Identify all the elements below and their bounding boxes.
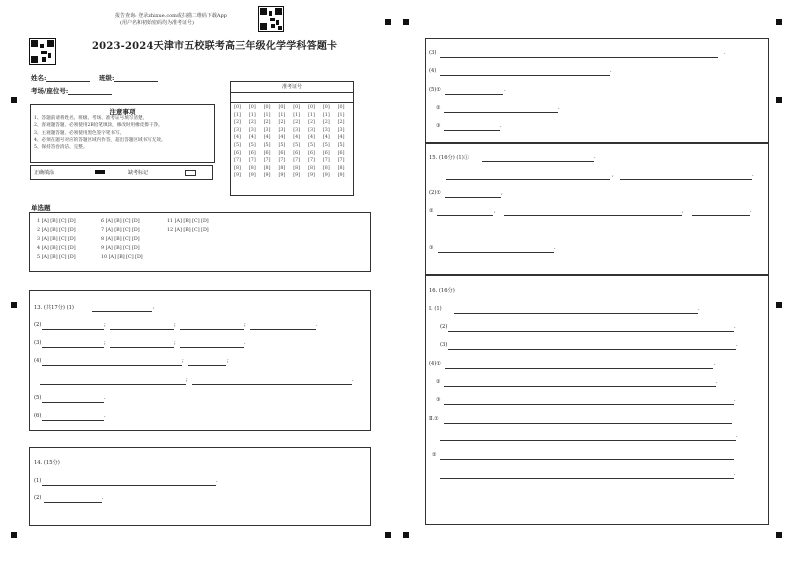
mcq-item[interactable]: 2 [A] [B] [C] [D] <box>37 228 76 233</box>
exam-id-digit-bubble[interactable]: [8] <box>278 165 286 171</box>
q13-part: (3) <box>34 340 42 346</box>
exam-id-column <box>292 104 301 180</box>
answer-line[interactable] <box>42 402 104 403</box>
answer-line[interactable] <box>180 347 244 348</box>
timing-mark <box>385 532 391 538</box>
exam-id-digit-bubble[interactable]: [5] <box>278 142 286 148</box>
timing-mark <box>776 532 782 538</box>
mcq-item[interactable]: 5 [A] [B] [C] [D] <box>37 255 76 260</box>
exam-id-digit-bubble[interactable]: [2] <box>308 120 315 126</box>
mcq-item[interactable]: 1 [A] [B] [C] [D] <box>37 219 76 224</box>
answer-line[interactable] <box>42 329 104 330</box>
punct: ; <box>104 322 106 328</box>
answer-line[interactable] <box>437 215 493 216</box>
exam-id-column <box>277 104 286 180</box>
answer-line[interactable] <box>42 347 104 348</box>
punct: . <box>750 208 752 214</box>
answer-line[interactable] <box>448 331 734 332</box>
timing-mark <box>403 19 409 25</box>
punct: , <box>494 208 496 214</box>
exam-id-digit-bubble[interactable]: [4] <box>308 135 315 141</box>
exam-id-digit-bubble[interactable]: [3] <box>293 127 301 133</box>
answer-line[interactable] <box>44 502 102 503</box>
punct: . <box>736 433 738 439</box>
punct: . <box>500 123 502 129</box>
exam-id-digit-bubble[interactable]: [5] <box>293 142 301 148</box>
exam-id-digit-bubble[interactable]: [7] <box>322 158 330 164</box>
notice-item: 3、主观题答题，必须使用黑色签字笔书写。 <box>34 130 125 136</box>
answer-line[interactable] <box>448 349 736 350</box>
answer-line[interactable] <box>42 420 104 421</box>
q13-head: 13. (共17分) (1) <box>34 305 74 311</box>
exam-id-digit-bubble[interactable]: [0] <box>322 105 330 110</box>
notice-title: 注意事项 <box>109 108 136 116</box>
exam-id-digit-bubble[interactable]: [1] <box>248 112 256 118</box>
punct: . <box>736 342 738 348</box>
punct: ; <box>174 340 176 346</box>
punct: . <box>316 322 318 328</box>
exam-id-column <box>322 104 331 180</box>
mcq-item[interactable]: 3 [A] [B] [C] [D] <box>37 237 76 242</box>
exam-id-digit-bubble[interactable]: [4] <box>263 135 271 141</box>
exam-id-digit-bubble[interactable]: [6] <box>263 150 271 156</box>
answer-line[interactable] <box>446 179 610 180</box>
exam-id-digit-bubble[interactable]: [7] <box>308 158 315 164</box>
exam-id-digit-bubble[interactable]: [8] <box>337 165 345 171</box>
exam-id-digit-bubble[interactable]: [9] <box>337 173 345 179</box>
timing-mark <box>385 19 391 25</box>
mcq-item[interactable]: 9 [A] [B] [C] [D] <box>101 246 140 251</box>
exam-id-title: 准考证号 <box>231 82 353 93</box>
answer-line[interactable] <box>192 384 352 385</box>
username-note: (用户名和初始密码均为准考证号) <box>120 20 194 26</box>
exam-id-digit-bubble[interactable]: [2] <box>293 120 301 126</box>
answer-line[interactable] <box>445 368 713 369</box>
notice-item: 1、答题前请将姓名、班级、考场、准考证号填写清楚。 <box>34 116 148 121</box>
exam-id-digit-bubble[interactable]: [7] <box>278 158 286 164</box>
answer-line[interactable] <box>444 130 500 131</box>
q15-box <box>425 142 769 276</box>
answer-line[interactable] <box>444 112 558 113</box>
timing-mark <box>11 302 17 308</box>
punct: . <box>724 50 726 56</box>
exam-id-digit-bubble[interactable]: [2] <box>248 120 256 126</box>
punct: , <box>682 208 684 214</box>
q15-part: ③ <box>429 245 434 251</box>
answer-line[interactable] <box>444 423 732 424</box>
answer-line[interactable] <box>110 347 174 348</box>
exam-id-digit-bubble[interactable]: [8] <box>248 165 256 171</box>
answer-line[interactable] <box>444 386 716 387</box>
mcq-item[interactable]: 10 [A] [B] [C] [D] <box>101 255 143 260</box>
q16-part: ② <box>432 452 437 458</box>
q14-part: (4) <box>429 68 437 74</box>
punct: . <box>216 478 218 484</box>
exam-id-digit-bubble[interactable]: [9] <box>308 173 315 179</box>
answer-line[interactable] <box>92 311 152 312</box>
punct: . <box>504 87 506 93</box>
mcq-item[interactable]: 11 [A] [B] [C] [D] <box>167 219 209 224</box>
punct: . <box>734 471 736 477</box>
q16-part: ② <box>436 379 441 385</box>
punct: , <box>153 304 155 310</box>
answer-line[interactable] <box>504 215 682 216</box>
exam-id-digit-bubble[interactable]: [7] <box>234 158 241 164</box>
answer-line[interactable] <box>440 75 610 76</box>
answer-line[interactable] <box>445 197 501 198</box>
punct: . <box>352 377 354 383</box>
answer-line[interactable] <box>180 329 244 330</box>
punct: . <box>698 306 700 312</box>
exam-id-digit-bubble[interactable]: [0] <box>293 105 301 110</box>
answer-line[interactable] <box>40 384 186 385</box>
exam-id-box <box>230 81 354 196</box>
punct: ; <box>186 377 188 383</box>
punct: . <box>554 245 556 251</box>
punct: . <box>104 395 106 401</box>
q13-part: (5) <box>34 395 42 401</box>
punct: . <box>558 105 560 111</box>
name-label: 姓名: <box>31 74 47 82</box>
exam-id-digit-bubble[interactable]: [8] <box>263 165 271 171</box>
exam-id-digit-bubble[interactable]: [4] <box>248 135 256 141</box>
punct: . <box>752 172 754 178</box>
timing-mark <box>11 532 17 538</box>
answer-line[interactable] <box>250 329 316 330</box>
answer-line[interactable] <box>620 179 752 180</box>
name-field[interactable] <box>31 73 90 82</box>
q13-part: (4) <box>34 358 42 364</box>
exam-id-digit-bubble[interactable]: [8] <box>293 165 301 171</box>
punct: . <box>734 397 736 403</box>
exam-id-digit-bubble[interactable]: [0] <box>337 105 345 110</box>
q15-part: (2)① <box>429 190 441 196</box>
answer-line[interactable] <box>440 478 734 479</box>
exam-id-digit-bubble[interactable]: [3] <box>308 127 315 133</box>
exam-id-digit-bubble[interactable]: [0] <box>278 105 286 110</box>
exam-id-digit-bubble[interactable]: [0] <box>248 105 256 110</box>
exam-id-digit-bubble[interactable]: [3] <box>278 127 286 133</box>
q16-part: (2) <box>440 324 448 330</box>
notice-item: 4、必须在题号对应的答题区域内作答，超出答题区域书写无效。 <box>34 137 166 143</box>
seat-field[interactable] <box>31 86 112 95</box>
exam-id-digit-bubble[interactable]: [6] <box>308 150 315 156</box>
q14-part: (2) <box>34 495 42 501</box>
notice-item: 5、保持答卷清洁、完整。 <box>34 145 88 151</box>
q14-part: (5)① <box>429 87 441 93</box>
qr-code-icon <box>258 6 284 32</box>
punct: ; <box>182 358 184 364</box>
q14-part: ② <box>436 105 441 111</box>
class-field[interactable] <box>99 73 158 82</box>
answer-line[interactable] <box>42 365 182 366</box>
answer-line[interactable] <box>440 57 718 58</box>
exam-id-digit-bubble[interactable]: [9] <box>263 173 271 179</box>
exam-id-digit-bubble[interactable]: [5] <box>263 142 271 148</box>
punct: . <box>610 68 612 74</box>
q14-continued-box <box>425 38 769 144</box>
exam-id-digit-bubble[interactable]: [2] <box>234 120 241 126</box>
exam-id-digit-bubble[interactable]: [1] <box>322 112 330 118</box>
exam-id-digit-bubble[interactable]: [5] <box>337 142 345 148</box>
mcq-item[interactable]: 8 [A] [B] [C] [D] <box>101 237 140 242</box>
punct: . <box>104 413 106 419</box>
exam-id-digit-bubble[interactable]: [1] <box>293 112 301 118</box>
answer-line[interactable] <box>454 313 698 314</box>
exam-id-digit-bubble[interactable]: [2] <box>278 120 286 126</box>
exam-id-digit-bubble[interactable]: [5] <box>234 142 241 148</box>
exam-id-digit-bubble[interactable]: [8] <box>234 165 241 171</box>
exam-id-digit-bubble[interactable]: [7] <box>263 158 271 164</box>
exam-id-column <box>263 104 272 180</box>
exam-id-digit-bubble[interactable]: [9] <box>278 173 286 179</box>
exam-id-digit-bubble[interactable]: [5] <box>308 142 315 148</box>
q16-head: 16. (16分) <box>429 288 455 294</box>
exam-id-digit-bubble[interactable]: [5] <box>322 142 330 148</box>
q16-part: ③ <box>436 397 441 403</box>
absent-label: 缺考标记 <box>128 170 149 176</box>
class-label: 班级: <box>99 74 115 82</box>
q16-part: Ⅰ. (1) <box>429 306 442 312</box>
mcq-item[interactable]: 7 [A] [B] [C] [D] <box>101 228 140 233</box>
exam-id-digit-bubble[interactable]: [6] <box>322 150 330 156</box>
exam-id-column <box>233 104 242 180</box>
mcq-title: 单选题 <box>31 204 51 212</box>
exam-id-digit-bubble[interactable]: [9] <box>248 173 256 179</box>
answer-line[interactable] <box>188 365 226 366</box>
q14-box <box>29 447 371 526</box>
exam-id-digit-bubble[interactable]: [6] <box>337 150 345 156</box>
correct-fill-label: 正确填涂 <box>34 170 55 176</box>
exam-id-digit-bubble[interactable]: [3] <box>337 127 345 133</box>
answer-line[interactable] <box>445 94 503 95</box>
exam-id-digit-bubble[interactable]: [0] <box>308 105 315 110</box>
answer-line[interactable] <box>438 252 554 253</box>
exam-id-digit-bubble[interactable]: [0] <box>263 105 271 110</box>
punct: . <box>734 324 736 330</box>
notice-box <box>30 104 215 163</box>
exam-id-digit-bubble[interactable]: [3] <box>263 127 271 133</box>
timing-mark <box>776 19 782 25</box>
qr-code-icon <box>29 38 56 65</box>
answer-line[interactable] <box>42 485 216 486</box>
fill-legend-box <box>30 165 213 180</box>
exam-id-digit-bubble[interactable]: [8] <box>322 165 330 171</box>
q14-part: (3) <box>429 50 437 56</box>
exam-id-digit-bubble[interactable]: [6] <box>234 150 241 156</box>
punct: , <box>501 190 503 196</box>
answer-line[interactable] <box>440 459 734 460</box>
exam-id-digit-bubble[interactable]: [7] <box>248 158 256 164</box>
exam-id-digit-bubble[interactable]: [5] <box>248 142 256 148</box>
punct: . <box>594 154 596 160</box>
exam-id-digit-bubble[interactable]: [4] <box>278 135 286 141</box>
correct-fill-sample <box>95 170 105 174</box>
q14-part: ③ <box>436 123 441 129</box>
absent-checkbox[interactable] <box>185 170 196 176</box>
mcq-box <box>29 212 371 272</box>
answer-line[interactable] <box>440 440 736 441</box>
exam-id-digit-bubble[interactable]: [3] <box>234 127 241 133</box>
exam-id-column <box>307 104 316 180</box>
answer-line[interactable] <box>444 404 734 405</box>
exam-id-digit-bubble[interactable]: [1] <box>263 112 271 118</box>
q13-box <box>29 290 371 431</box>
exam-id-digit-bubble[interactable]: [9] <box>293 173 301 179</box>
q14-part: (1) <box>34 478 42 484</box>
punct: ; <box>104 340 106 346</box>
mcq-item[interactable]: 12 [A] [B] [C] [D] <box>167 228 209 233</box>
q15-head: 15. (16分) (1)① <box>429 155 469 161</box>
notice-item: 2、客观题答题，必须使用2B铅笔填涂，修改时用橡皮擦干净。 <box>34 123 163 129</box>
timing-mark <box>776 97 782 103</box>
punct: . <box>716 379 718 385</box>
exam-id-digit-bubble[interactable]: [0] <box>234 105 241 110</box>
seat-label: 考场/座位号: <box>31 87 69 95</box>
timing-mark <box>776 302 782 308</box>
exam-id-digit-bubble[interactable]: [3] <box>322 127 330 133</box>
exam-id-digit-bubble[interactable]: [1] <box>308 112 315 118</box>
exam-id-digit-bubble[interactable]: [4] <box>322 135 330 141</box>
exam-id-digit-bubble[interactable]: [7] <box>337 158 345 164</box>
q16-part: Ⅱ.① <box>429 416 439 422</box>
q15-part: ② <box>429 208 434 214</box>
timing-mark <box>11 97 17 103</box>
exam-id-digit-bubble[interactable]: [6] <box>248 150 256 156</box>
page-title: 2023-2024天津市五校联考高三年级化学学科答题卡 <box>92 41 338 52</box>
exam-id-digit-bubble[interactable]: [2] <box>322 120 330 126</box>
q13-part: (2) <box>34 322 42 328</box>
answer-line[interactable] <box>482 161 594 162</box>
exam-id-digit-bubble[interactable]: [2] <box>337 120 345 126</box>
q13-part: (6) <box>34 413 42 419</box>
punct: . <box>102 495 104 501</box>
punct: ; <box>227 358 229 364</box>
exam-id-digit-bubble[interactable]: [1] <box>234 112 241 118</box>
report-query-note: 报告查询: 登录zhixue.com或扫描二维码下载App <box>115 13 227 19</box>
exam-id-digit-bubble[interactable]: [2] <box>263 120 271 126</box>
exam-id-digit-bubble[interactable]: [4] <box>234 135 241 141</box>
q16-part: (4)① <box>429 361 441 367</box>
answer-line[interactable] <box>692 215 750 216</box>
exam-id-digit-bubble[interactable]: [1] <box>278 112 286 118</box>
exam-id-digit-bubble[interactable]: [6] <box>278 150 286 156</box>
exam-id-digit-bubble[interactable]: [3] <box>248 127 256 133</box>
exam-id-digit-bubble[interactable]: [7] <box>293 158 301 164</box>
exam-id-column <box>248 104 257 180</box>
exam-id-column <box>337 104 346 180</box>
mcq-item[interactable]: 6 [A] [B] [C] [D] <box>101 219 140 224</box>
exam-id-digit-bubble[interactable]: [4] <box>293 135 301 141</box>
exam-id-digit-bubble[interactable]: [8] <box>308 165 315 171</box>
punct: . <box>244 340 246 346</box>
punct: , <box>612 172 614 178</box>
exam-id-digit-bubble[interactable]: [9] <box>234 173 241 179</box>
timing-mark <box>403 532 409 538</box>
mcq-item[interactable]: 4 [A] [B] [C] [D] <box>37 246 76 251</box>
exam-id-digit-bubble[interactable]: [9] <box>322 173 330 179</box>
punct: ; <box>244 322 246 328</box>
q16-part: (3) <box>440 342 448 348</box>
punct: . <box>714 361 716 367</box>
answer-line[interactable] <box>110 329 174 330</box>
q16-box <box>425 274 769 525</box>
q14-head: 14. (15分) <box>34 460 60 466</box>
exam-id-digit-bubble[interactable]: [6] <box>293 150 301 156</box>
punct: ; <box>174 322 176 328</box>
exam-id-digit-bubble[interactable]: [1] <box>337 112 345 118</box>
exam-id-digit-bubble[interactable]: [4] <box>337 135 345 141</box>
